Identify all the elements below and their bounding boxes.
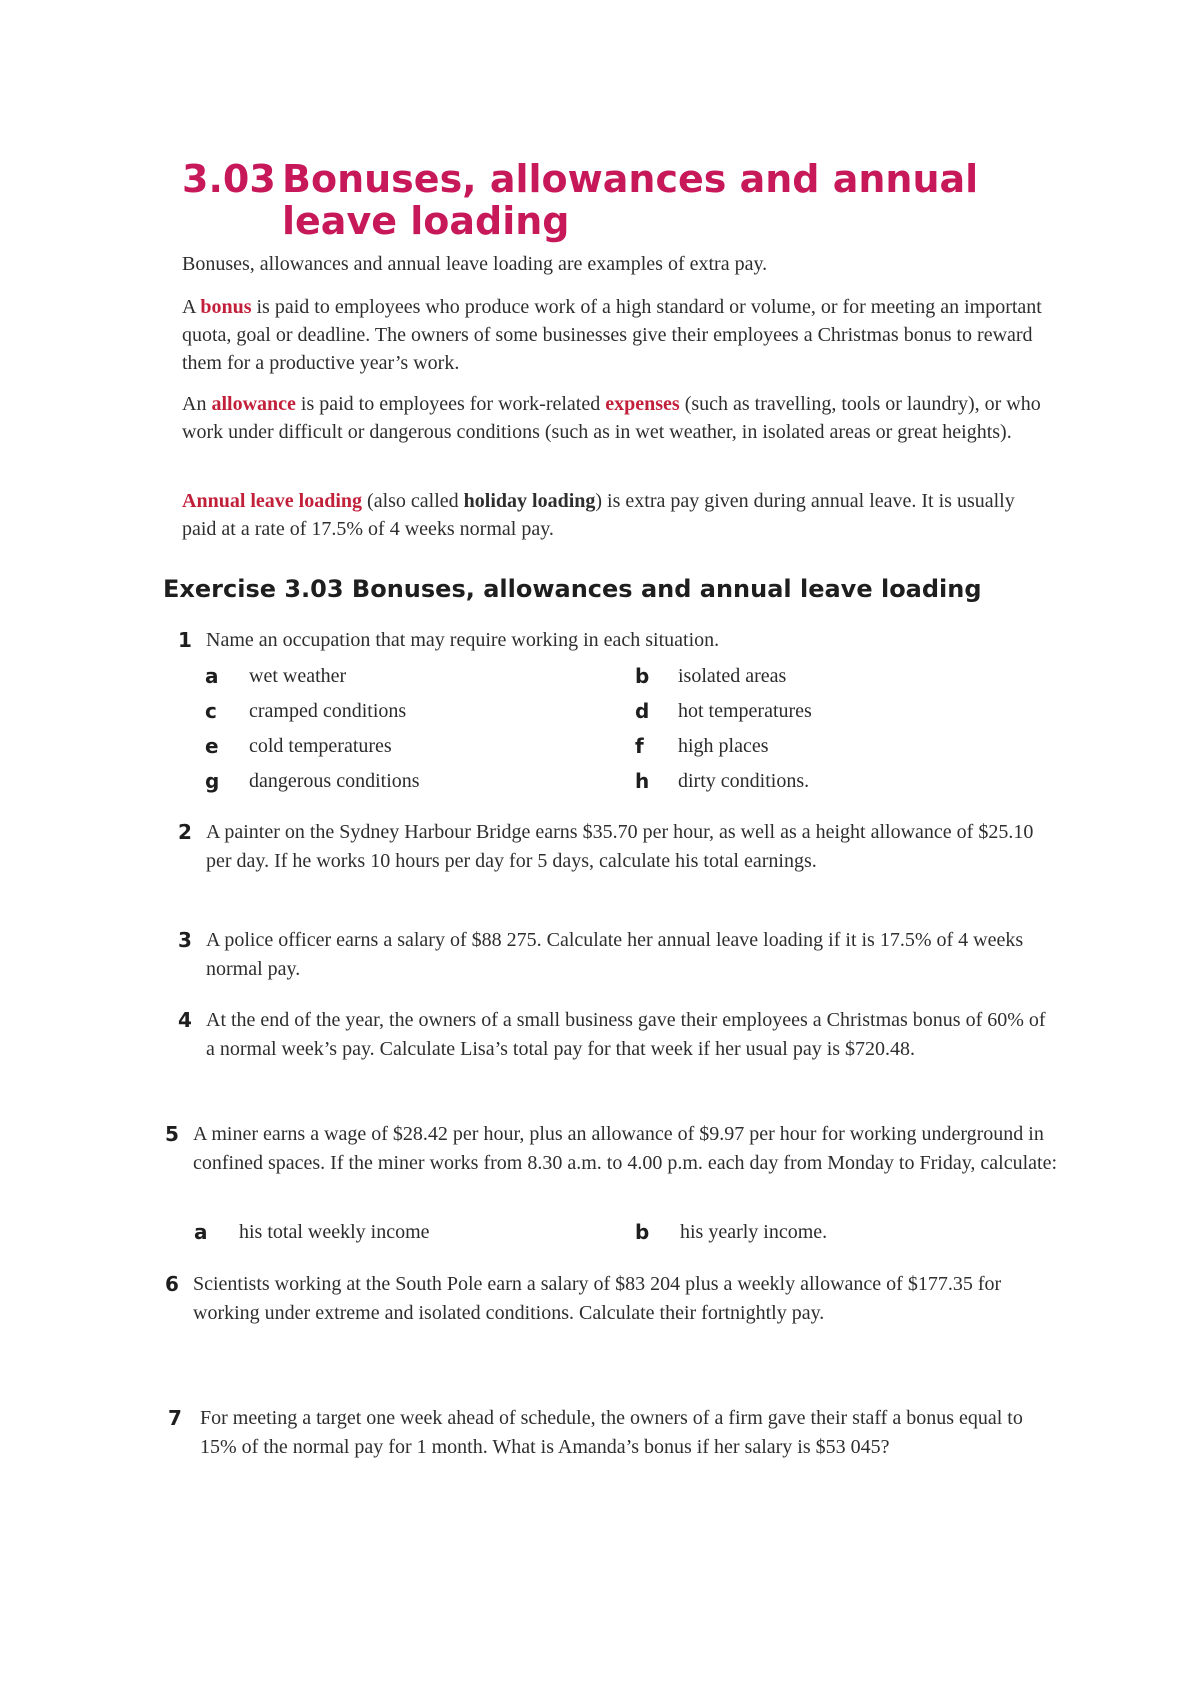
question-text: Scientists working at the South Pole earn a salary of $83 204 plus a weekly allowance of $177.35 for working under extreme and isolated conditions. Calculate their fortnightly pay. [193, 1273, 1002, 1324]
option-text: cold temperatures [249, 735, 392, 757]
option-text: cramped conditions [249, 700, 407, 722]
loading-post-text: ) is extra pay given during annual leave. It is usually paid at a rate of 17.5% of 4 weeks normal pay. [182, 490, 1015, 540]
bonus-post-text: is paid to employees who produce work of a high standard or volume, or for meeting an important quota, goal or deadline. The owners of some businesses give their employees a Christmas bonus to reward them for a productive year’s work. [182, 296, 1042, 374]
question-text: Name an occupation that may require working in each situation. [206, 629, 720, 651]
option-letter: f [635, 734, 644, 758]
question-number: 7 [168, 1406, 182, 1430]
section-title-line-1: Bonuses, allowances and annual [282, 157, 979, 201]
question-number: 4 [178, 1008, 192, 1032]
question-number: 3 [178, 928, 192, 952]
section-title-line-2: leave loading [282, 199, 570, 243]
option-text: isolated areas [678, 665, 787, 687]
question-number: 1 [178, 628, 192, 652]
option-letter: h [635, 769, 650, 793]
question-text: For meeting a target one week ahead of schedule, the owners of a firm gave their staff a bonus equal to 15% of the normal pay for 1 month. What is Amanda’s bonus if her salary is $53 045? [200, 1407, 1023, 1458]
option-text: his total weekly income [239, 1221, 430, 1243]
question-number: 6 [165, 1272, 179, 1296]
question-text: At the end of the year, the owners of a small business gave their employees a Christmas bonus of 60% of a normal week’s pay. Calculate Lisa’s total pay for that week if her usual pay is $720.48. [206, 1009, 1046, 1060]
option-letter: a [194, 1220, 208, 1244]
option-text: high places [678, 735, 769, 757]
question-number: 5 [165, 1122, 179, 1146]
bonus-paragraph [182, 293, 1052, 377]
section-heading [182, 158, 978, 242]
option-text: wet weather [249, 665, 347, 687]
allowance-paragraph [182, 390, 1052, 446]
intro-paragraph: Bonuses, allowances and annual leave loading are examples of extra pay. [182, 253, 768, 275]
loading-paragraph [182, 487, 1052, 543]
option-letter: g [205, 769, 220, 793]
allowance-post-text: (such as travelling, tools or laundry), or who work under difficult or dangerous conditions (such as in wet weather, in isolated areas or great heights). [182, 393, 1041, 443]
term-allowance: allowance [211, 393, 296, 415]
term-annual-leave-loading: Annual leave loading [182, 490, 363, 512]
question-text: A police officer earns a salary of $88 275. Calculate her annual leave loading if it is 17.5% of 4 weeks normal pay. [206, 929, 1024, 980]
option-letter: b [635, 1220, 650, 1244]
allowance-pre-text: An [182, 393, 212, 415]
option-text: hot temperatures [678, 700, 812, 722]
term-bonus: bonus [200, 296, 252, 318]
bonus-pre-text: A [182, 296, 201, 318]
option-letter: e [205, 734, 219, 758]
term-holiday-loading: holiday loading [463, 490, 596, 512]
section-number: 3.03 [182, 157, 276, 201]
option-letter: c [205, 699, 217, 723]
option-text: dirty conditions. [678, 770, 810, 792]
loading-mid-text: (also called [362, 490, 464, 512]
term-expenses: expenses [605, 393, 680, 415]
option-text: his yearly income. [680, 1221, 828, 1243]
exercise-title: Exercise 3.03 Bonuses, allowances and annual leave loading [163, 575, 982, 603]
section-title [282, 158, 978, 242]
question-text: A painter on the Sydney Harbour Bridge earns $35.70 per hour, as well as a height allowance of $25.10 per day. If he works 10 hours per day for 5 days, calculate his total earnings. [206, 821, 1034, 872]
allowance-mid-text: is paid to employees for work-related [295, 393, 606, 415]
option-letter: a [205, 664, 219, 688]
option-letter: d [635, 699, 650, 723]
option-letter: b [635, 664, 650, 688]
option-text: dangerous conditions [249, 770, 420, 792]
question-number: 2 [178, 820, 192, 844]
question-text: A miner earns a wage of $28.42 per hour, plus an allowance of $9.97 per hour for working underground in confined spaces. If the miner works from 8.30 a.m. to 4.00 p.m. each day from Monday to Friday, calculate: [193, 1123, 1058, 1174]
